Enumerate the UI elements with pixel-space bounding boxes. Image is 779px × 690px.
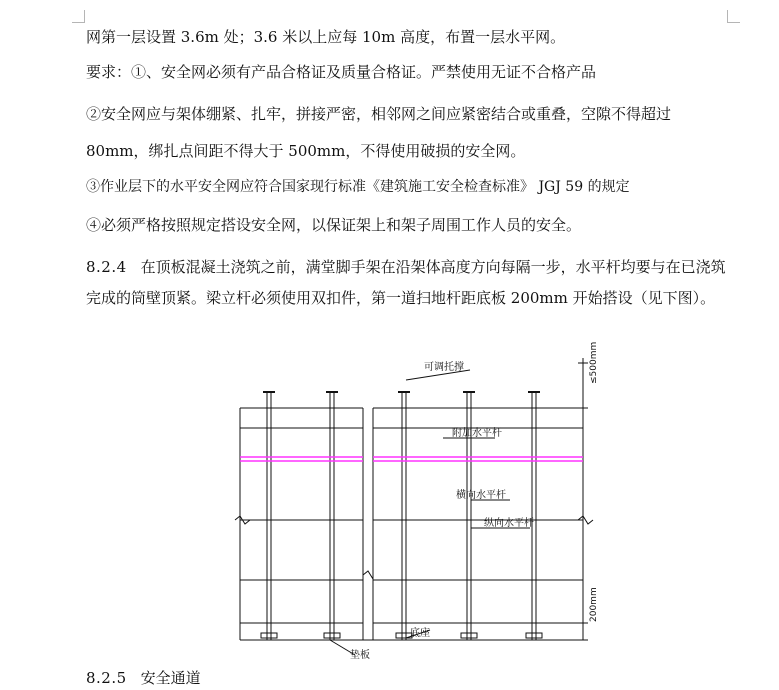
break-mark-center: [363, 571, 373, 579]
label-pad: 垫板: [350, 650, 370, 661]
paragraph-requirement-4: ④必须严格按照规定搭设安全网，以保证架上和架子周围工作人员的安全。: [86, 216, 582, 234]
page-corner-mark-right: [727, 10, 740, 23]
section-8-2-4-number: 8.2.4: [86, 258, 127, 276]
section-8-2-5-title: 安全通道: [140, 669, 201, 687]
requirement-1-text: ①、安全网必须有产品合格证及质量合格证。严禁使用无证不合格产品: [131, 63, 597, 81]
label-base: 底座: [410, 628, 430, 639]
scaffold-diagram: [230, 340, 600, 670]
section-8-2-4-text: 在顶板混凝土浇筑之前，满堂脚手架在沿架体高度方向每隔一步，水平杆均要与在已浇筑完成的筒壁顶紧。梁立杆必须使用双扣件，第一道扫地杆距底板 200mm 开始搭设（见下图）。: [86, 258, 726, 307]
label-bottom-dimension: 200mm: [589, 587, 599, 622]
label-top-dimension: ≤500mm: [589, 341, 599, 384]
label-transverse-horizontal-bar: 横向水平杆: [456, 490, 506, 501]
label-additional-horizontal-bar: 附加水平杆: [452, 428, 502, 439]
label-longitudinal-horizontal-bar: 纵向水平杆: [484, 518, 534, 529]
page-corner-mark-left: [72, 10, 85, 23]
section-8-2-5-number: 8.2.5: [86, 669, 127, 687]
paragraph-requirement-3: ③作业层下的水平安全网应符合国家现行标准《建筑施工安全检查标准》 JGJ 59 的规定: [86, 179, 630, 195]
paragraph-requirement-1: [86, 62, 596, 82]
section-8-2-5: [86, 668, 201, 688]
paragraph-requirement-2-line1: ②安全网应与架体绷紧、扎牢，拼接严密，相邻网之间应紧密结合或重叠，空隙不得超过: [86, 105, 672, 123]
section-8-2-4: [86, 252, 736, 314]
paragraph-net-height: 网第一层设置 3.6m 处；3.6 米以上应每 10m 高度，布置一层水平网。: [86, 28, 566, 46]
requirement-prefix: 要求：: [86, 63, 132, 81]
paragraph-requirement-2-line2: 80mm，绑扎点间距不得大于 500mm，不得使用破损的安全网。: [86, 142, 526, 160]
label-adjustable-support: 可调托撑: [424, 362, 464, 373]
